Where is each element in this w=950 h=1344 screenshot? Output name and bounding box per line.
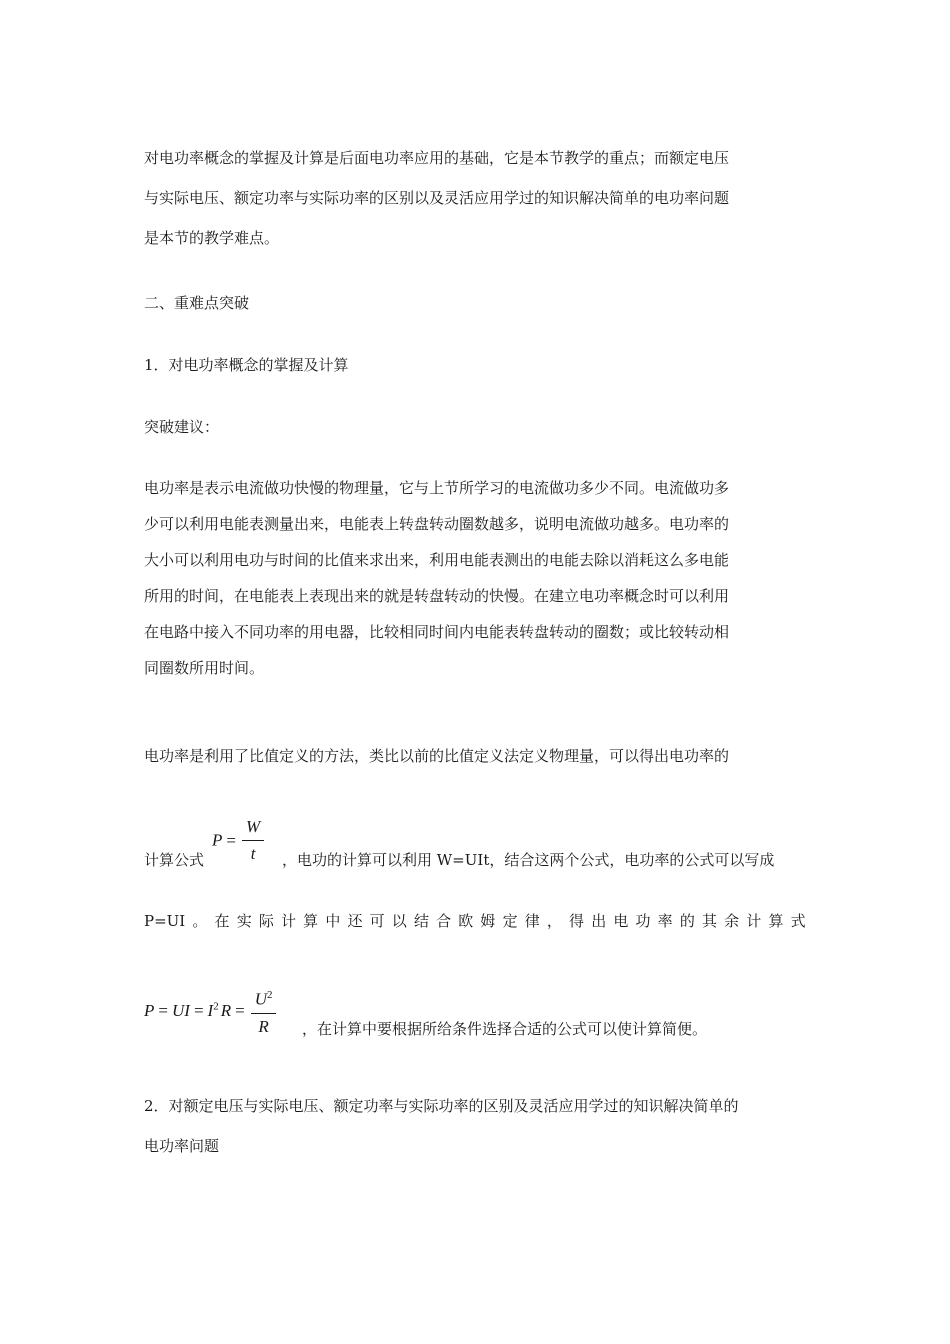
formula-symbol: UI <box>171 1000 190 1020</box>
spread-token: ， <box>546 912 562 930</box>
item-2-heading-line-1: 2．对额定电压与实际电压、额定功率与实际功率的区别及灵活应用学过的知识解决简单的 <box>144 1097 739 1115</box>
spread-token: 计 <box>281 912 297 930</box>
body-line: 所用的时间，在电能表上表现出来的就是转盘转动的快慢。在建立电功率概念时可以利用 <box>144 587 730 605</box>
section-heading: 二、重难点突破 <box>144 294 250 312</box>
spread-token: 其 <box>701 912 717 930</box>
formula-symbol <box>208 1001 232 1020</box>
formula-symbol: P <box>144 1000 155 1020</box>
spread-token: 。 <box>192 912 208 930</box>
spread-token: 定 <box>502 912 518 930</box>
formula-symbol: = <box>193 1000 204 1020</box>
spread-token: 际 <box>258 912 274 930</box>
formula-2-suffix: ，在计算中要根据所给条件选择合适的公式可以使计算简便。 <box>302 1020 708 1038</box>
spread-token: 率 <box>657 912 673 930</box>
fraction-denominator: R <box>258 1016 269 1036</box>
spread-token: 中 <box>325 912 341 930</box>
spread-token: 功 <box>635 912 651 930</box>
fraction-numerator: W <box>242 816 264 841</box>
formula-symbol: P <box>212 830 223 850</box>
spread-token: 以 <box>391 912 407 930</box>
spread-token: 计 <box>746 912 762 930</box>
spread-line <box>144 905 806 937</box>
spread-token: 合 <box>436 912 452 930</box>
body-2-line-1: 电功率是利用了比值定义的方法，类比以前的比值定义法定义物理量，可以得出电功率的 <box>144 747 730 765</box>
spread-token: 律 <box>524 912 540 930</box>
formula-symbol: = <box>158 1000 168 1020</box>
spread-token: 电 <box>613 912 629 930</box>
formula-power-definition <box>212 816 266 865</box>
formula-symbol: I <box>207 1001 214 1021</box>
intro-line-3: 是本节的教学难点。 <box>144 229 280 247</box>
formula-fraction <box>242 816 264 865</box>
spread-token: 欧 <box>458 912 474 930</box>
intro-line-2: 与实际电压、额定功率与实际功率的区别以及灵活应用学过的知识解决简单的电功率问题 <box>144 189 730 207</box>
item-2-heading-line-2: 电功率问题 <box>144 1137 220 1155</box>
formula-power-expansions <box>144 984 278 1038</box>
item-1-heading: 1．对电功率概念的掌握及计算 <box>144 356 349 374</box>
spread-token: 算 <box>768 912 784 930</box>
body-line: 大小可以利用电功与时间的比值来求出来，利用电能表测出的电能去除以消耗这么多电能 <box>144 551 730 569</box>
spread-token: 还 <box>347 912 363 930</box>
spread-token: 算 <box>303 912 319 930</box>
formula-symbol: = <box>226 830 236 850</box>
spread-token: 在 <box>214 912 230 930</box>
intro-line-1: 对电功率概念的掌握及计算是后面电功率应用的基础，它是本节教学的重点；而额定电压 <box>144 149 730 167</box>
formula-symbol: U <box>254 989 267 1009</box>
spread-token: 式 <box>790 912 806 930</box>
body-line: 少可以利用电能表测量出来，电能表上转盘转动圈数越多，说明电流做功越多。电功率的 <box>144 515 730 533</box>
spread-token: 出 <box>591 912 607 930</box>
formula-exponent: 2 <box>213 1000 219 1013</box>
fraction-denominator: t <box>250 844 256 863</box>
spread-token: 可 <box>369 912 385 930</box>
spread-token: 余 <box>724 912 740 930</box>
spread-token: 得 <box>569 912 585 930</box>
formula-symbol: R <box>220 1001 232 1021</box>
formula-symbol: = <box>235 1000 245 1020</box>
spread-token: 实 <box>236 912 252 930</box>
fraction-numerator <box>251 984 277 1014</box>
spread-token: 结 <box>413 912 429 930</box>
formula-fraction <box>251 984 277 1038</box>
body-line: 在电路中接入不同功率的用电器，比较相同时间内电能表转盘转动的圈数；或比较转动相 <box>144 623 730 641</box>
body-line: 同圈数所用时间。 <box>144 659 265 677</box>
spread-token: 的 <box>679 912 695 930</box>
formula-exponent: 2 <box>266 989 273 1001</box>
body-line: 电功率是表示电流做功快慢的物理量，它与上节所学习的电流做功多少不同。电流做功多 <box>144 479 730 497</box>
formula-1-prefix: 计算公式 <box>144 851 205 869</box>
spread-token: P=UI <box>144 912 186 930</box>
spread-token: 姆 <box>480 912 496 930</box>
suggestion-label: 突破建议： <box>144 418 220 436</box>
formula-1-suffix: ，电功的计算可以利用 W=UIt，结合这两个公式，电功率的公式可以写成 <box>282 851 775 869</box>
